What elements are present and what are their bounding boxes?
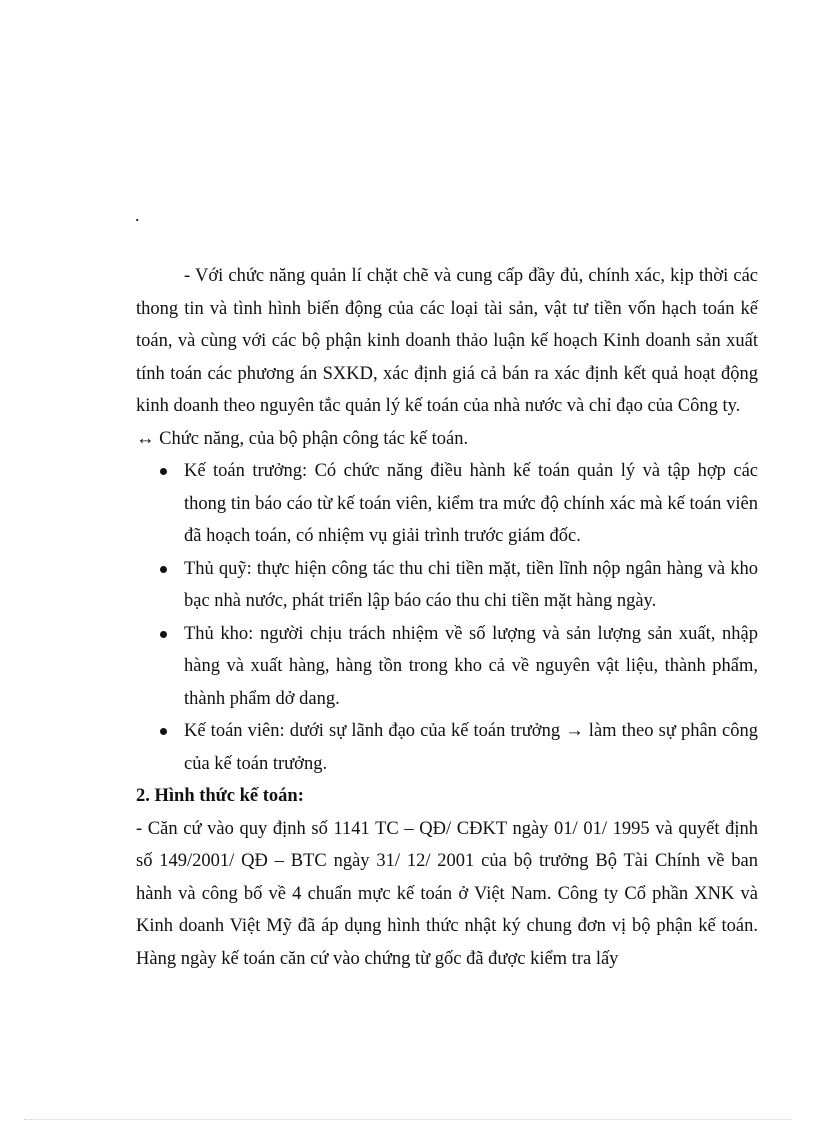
list-item-text: Kế toán viên: dưới sự lãnh đạo của kế toán trưởng → làm theo sự phân công của kế toán trưởng.	[184, 721, 758, 774]
document-body	[136, 260, 758, 975]
intro-paragraph: - Với chức năng quản lí chặt chẽ và cung cấp đầy đủ, chính xác, kịp thời các thong tin và tình hình biến động của các loại tài sản, vật tư tiền vốn hạch toán kế toán, và cùng với các bộ phận kinh doanh thảo luận kế hoạch Kinh doanh sản xuất tính toán các phương án SXKD, xác định giá cả bán ra xác định kết quả hoạt động kinh doanh theo nguyên tắc quản lý kế toán của nhà nước và chỉ đạo của Công ty.	[136, 266, 758, 416]
bullet-icon	[160, 566, 167, 573]
bullet-icon	[160, 728, 167, 735]
list-item-text: Kế toán trưởng: Có chức năng điều hành kế toán quản lý và tập hợp các thong tin báo cáo từ kế toán viên, kiểm tra mức độ chính xác mà kế toán viên đã hoạch toán, có nhiệm vụ giải trình trước giám đốc.	[184, 461, 758, 546]
list-item	[136, 618, 758, 716]
list-item-text: Thủ kho: người chịu trách nhiệm về số lượng và sản lượng sản xuất, nhập hàng và xuất hàng, hàng tồn trong kho cả về nguyên vật liệu, thành phẩm, thành phẩm dở dang.	[184, 623, 758, 709]
role-list	[136, 455, 758, 780]
list-item	[136, 715, 758, 780]
bullet-icon	[160, 468, 167, 475]
list-item	[136, 553, 758, 618]
bullet-icon	[160, 631, 167, 638]
list-item	[136, 455, 758, 553]
list-item-text: Thủ quỹ: thực hiện công tác thu chi tiền mặt, tiền lĩnh nộp ngân hàng và kho bạc nhà nước, phát triển lập báo cáo thu chi tiền mặt hàng ngày.	[184, 558, 758, 611]
section-heading: 2. Hình thức kế toán:	[136, 786, 304, 806]
section-paragraph: - Căn cứ vào quy định số 1141 TC – QĐ/ CĐKT ngày 01/ 01/ 1995 và quyết định số 149/2001/ QĐ – BTC ngày 31/ 12/ 2001 của bộ trưởng Bộ Tài Chính về ban hành và công bố về 4 chuẩn mực kế toán ở Việt Nam. Công ty Cổ phần XNK và Kinh doanh Việt Mỹ đã áp dụng hình thức nhật ký chung đơn vị bộ phận kế toán. Hàng ngày kế toán căn cứ vào chứng từ gốc đã được kiểm tra lấy	[136, 818, 758, 969]
leading-dot: .	[135, 205, 140, 225]
page-bottom-divider	[24, 1119, 792, 1120]
functions-line: ↔ Chức năng, của bộ phận công tác kế toán.	[136, 428, 469, 449]
